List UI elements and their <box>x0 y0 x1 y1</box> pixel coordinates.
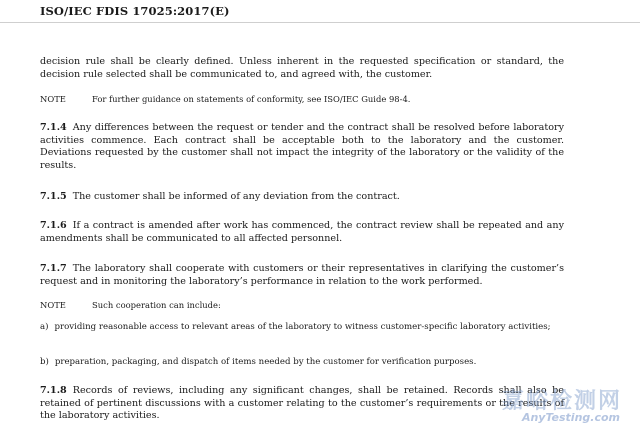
note-label: NOTE <box>40 94 66 104</box>
clause-number: 7.1.5 <box>40 191 67 202</box>
clause-7-1-8 <box>40 385 564 423</box>
clause-number: 7.1.8 <box>40 385 67 396</box>
clause-text: If a contract is amended after work has commenced, the contract review shall be repeated and any amendments shall be communicated to all affected personnel. <box>40 220 564 244</box>
continuation-paragraph: decision rule shall be clearly defined. Unless inherent in the requested specification or standard, the decision rule selected shall be communicated to, and agreed with, the customer. <box>40 56 564 80</box>
clause-7-1-6 <box>40 220 564 245</box>
clause-text: The laboratory shall cooperate with customers or their representatives in clarifying the customer’s request and in monitoring the laboratory’s performance in relation to the work performed. <box>40 263 564 287</box>
document-header-title: ISO/IEC FDIS 17025:2017(E) <box>40 4 230 18</box>
note-text: Such cooperation can include: <box>92 300 221 310</box>
list-item-text: providing reasonable access to relevant areas of the laboratory to witness customer-specific laboratory activities; <box>54 322 551 332</box>
list-item-a <box>40 322 564 334</box>
clause-7-1-5 <box>40 191 564 204</box>
clause-number: 7.1.6 <box>40 220 67 231</box>
note-text: For further guidance on statements of conformity, see ISO/IEC Guide 98-4. <box>92 94 411 104</box>
clause-number: 7.1.4 <box>40 122 67 133</box>
watermark-en-text: AnyTesting.com <box>521 411 620 424</box>
list-item-text: preparation, packaging, and dispatch of items needed by the customer for verification purposes. <box>54 357 477 367</box>
header-divider <box>0 22 640 23</box>
clause-7-1-4 <box>40 122 564 172</box>
list-marker: b) <box>40 357 49 367</box>
clause-number: 7.1.7 <box>40 263 67 274</box>
list-marker: a) <box>40 322 49 332</box>
clause-text: Any differences between the request or tender and the contract shall be resolved before laboratory activities commence. Each contract shall be acceptable both to the laboratory and the customer. Deviations requested by the customer shall not impact the integrity of the laboratory or the validity of the results. <box>40 122 564 171</box>
clause-7-1-7 <box>40 263 564 288</box>
note-label: NOTE <box>40 300 66 310</box>
list-item-b <box>40 357 564 369</box>
note-cooperation <box>40 300 564 311</box>
note-guidance <box>40 94 564 105</box>
clause-text: Records of reviews, including any significant changes, shall be retained. Records shall also be retained of pertinent discussions with a customer relating to the customer’s requirements or the results of the laboratory activities. <box>40 385 564 422</box>
clause-text: The customer shall be informed of any deviation from the contract. <box>72 191 400 202</box>
watermark-cn-text: 嘉峪检测网 <box>501 389 622 414</box>
